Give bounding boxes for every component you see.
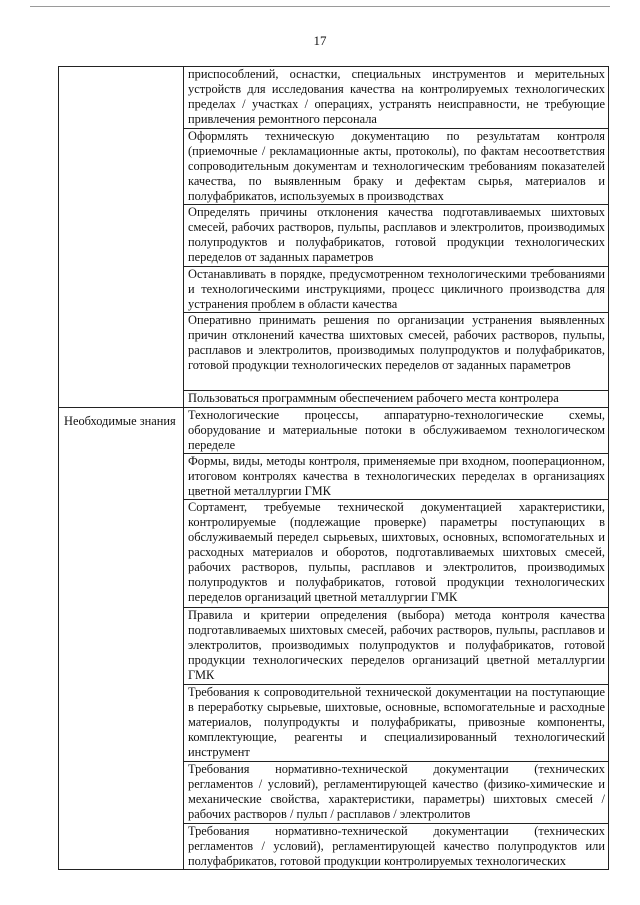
table-cell: Сортамент, требуемые технической документацией характеристики, контролируемые (подлежащие проверке) параметры поступающих в обслуживаемый передел сырьевых, шихтовых, основных, вспомогательных и расходных материалов и оборотов, подготавливаемых шихтовых смесей, рабочих растворов, пульпы, расплавов и электролитов, производимых полупродуктов и полуфабрикатов, готовой продукции технологических переделов организаций цветной металлургии ГМК — [184, 500, 609, 608]
section-label-abilities — [59, 67, 184, 408]
competency-table — [58, 66, 609, 870]
table-cell: Требования нормативно-технической документации (технических регламентов / условий), регламентирующей качество (физико-химические и механические свойства, характеристики, параметры) шихтовых смесей / рабочих растворов / пульп / расплавов / электролитов — [184, 762, 609, 824]
table-cell: Формы, виды, методы контроля, применяемые при входном, пооперационном, итоговом контролях качества в технологических переделах в организациях цветной металлургии ГМК — [184, 454, 609, 500]
table-cell: Останавливать в порядке, предусмотренном технологическими требованиями и технологическими инструкциями, процесс цикличного производства для устранения проблем в области качества — [184, 267, 609, 313]
table-cell: Требования к сопроводительной технической документации на поступающие в переработку сырьевые, шихтовые, основные, вспомогательные и расходные материалов, полупродукты и полуфабрикаты, привозные компоненты, комплектующие, реагенты и специализированный технологический инструмент — [184, 685, 609, 762]
section-label-knowledge: Необходимые знания — [59, 408, 184, 870]
scan-edge-line — [30, 6, 610, 7]
table-cell: Пользоваться программным обеспечением рабочего места контролера — [184, 391, 609, 408]
table-cell: приспособлений, оснастки, специальных инструментов и мерительных устройств для исследования качества на контролируемых технологических пределах / участках / операциях, устранять неисправности, не требующие привлечения ремонтного персонала — [184, 67, 609, 129]
table-cell: Технологические процессы, аппаратурно-технологические схемы, оборудование и материальные потоки в обслуживаемом технологическом переделе — [184, 408, 609, 454]
table-cell: Требования нормативно-технической документации (технических регламентов / условий), регламентирующей качество полупродуктов или полуфабрикатов, готовой продукции контролируемых технологических — [184, 824, 609, 870]
table-cell: Правила и критерии определения (выбора) метода контроля качества подготавливаемых шихтовых смесей, рабочих растворов, пульпы, расплавов и электролитов, производимых полупродуктов и полуфабрикатов, готовой продукции технологических переделов организаций цветной металлургии ГМК — [184, 608, 609, 685]
table-cell: Оформлять техническую документацию по результатам контроля (приемочные / рекламационные акты, протоколы), по фактам несоответствия сопроводительным документам и технологическим требованиям показателей качества, по выявленным браку и дефектам сырья, материалов и полуфабрикатов, используемых в производствах — [184, 129, 609, 205]
table-row — [59, 408, 609, 454]
page-number: 17 — [313, 33, 327, 48]
table-cell: Определять причины отклонения качества подготавливаемых шихтовых смесей, рабочих растворов, пульпы, расплавов и электролитов, производимых полупродуктов и полуфабрикатов, готовой продукции технологических переделов от заданных параметров — [184, 205, 609, 267]
table-cell: Оперативно принимать решения по организации устранения выявленных причин отклонений качества шихтовых смесей, рабочих растворов, пульпы, расплавов и электролитов, производимых полупродуктов и полуфабрикатов, готовой продукции технологических переделов от заданных параметров — [184, 313, 609, 391]
table-row — [59, 67, 609, 129]
